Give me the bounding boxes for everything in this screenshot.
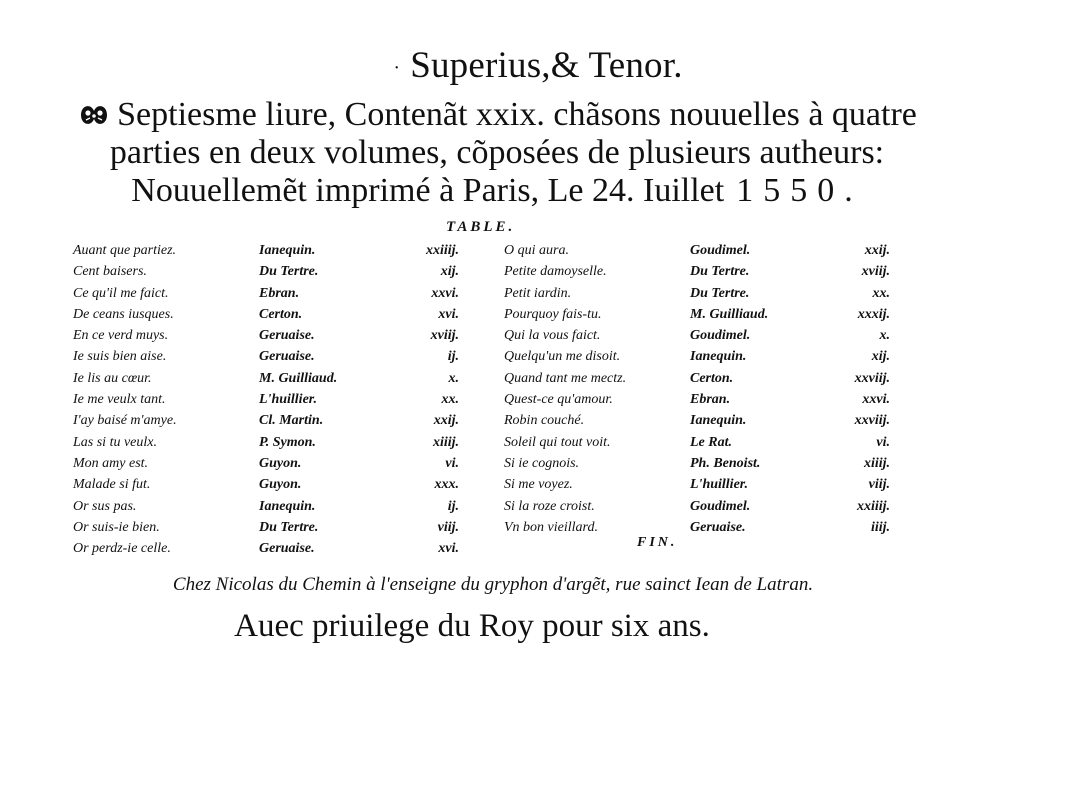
song-title: O qui aura. xyxy=(504,243,569,258)
table-row xyxy=(73,368,473,389)
composer-name: Ebran. xyxy=(259,285,300,301)
table-row xyxy=(73,389,473,410)
folio-number: x. xyxy=(448,370,459,386)
printer-imprint: Chez Nicolas du Chemin à l'enseigne du gryphon d'argẽt, rue sainct Iean de Latran. xyxy=(172,574,814,595)
composer-name: Ebran. xyxy=(690,392,731,408)
folio-number: xxviij. xyxy=(854,370,890,386)
folio-number: xxiiij. xyxy=(425,243,459,258)
voice-heading xyxy=(0,44,1076,87)
composer-name: M. Guilliaud. xyxy=(690,306,769,322)
table-row xyxy=(500,283,900,304)
table-row xyxy=(500,453,900,474)
folio-number: xij. xyxy=(871,349,890,365)
table-row xyxy=(500,432,900,453)
table-row xyxy=(73,304,473,325)
table-row xyxy=(500,240,900,261)
composer-name: Cl. Martin. xyxy=(259,413,324,429)
title-line-2: parties en deux volumes, cõposées de plusieurs autheurs: xyxy=(109,134,885,171)
table-row xyxy=(73,453,473,474)
table-row xyxy=(500,304,900,325)
song-title: Robin couché. xyxy=(504,413,585,429)
song-title: Petite damoyselle. xyxy=(504,264,607,280)
table-row xyxy=(73,474,473,495)
table-row xyxy=(500,346,900,367)
song-title: Vn bon vieillard. xyxy=(504,519,598,535)
song-title: Ie lis au cœur. xyxy=(73,370,152,386)
song-title: Auant que partiez. xyxy=(73,243,177,258)
composer-name: Du Tertre. xyxy=(690,285,750,301)
table-row xyxy=(500,368,900,389)
fin-mark: FIN. xyxy=(637,535,678,550)
table-row xyxy=(73,346,473,367)
composer-name: P. Symon. xyxy=(259,434,316,450)
folio-number: xxiiij. xyxy=(856,498,890,514)
folio-number: x. xyxy=(879,328,890,344)
table-row xyxy=(73,538,473,559)
composer-name: Geruaise. xyxy=(259,349,315,365)
song-title: Soleil qui tout voit. xyxy=(504,434,611,450)
table-row xyxy=(73,325,473,346)
composer-name: Ianequin. xyxy=(259,498,316,514)
song-title: Las si tu veulx. xyxy=(73,434,157,450)
fleuron-icon xyxy=(77,101,111,129)
composer-name: Ianequin. xyxy=(690,413,747,429)
composer-name: Du Tertre. xyxy=(690,264,750,280)
ornament-dot: · xyxy=(393,57,401,80)
composer-name: Geruaise. xyxy=(690,519,746,535)
song-title: Ie me veulx tant. xyxy=(73,392,166,408)
folio-number: xiiij. xyxy=(432,434,459,450)
year: 1550. xyxy=(736,172,863,209)
table-left-column xyxy=(73,240,473,559)
folio-number: xxvi. xyxy=(862,392,890,408)
folio-number: xvi. xyxy=(438,306,459,322)
composer-name: Ph. Benoist. xyxy=(690,455,761,471)
composer-name: M. Guilliaud. xyxy=(259,370,338,386)
composer-name: Certon. xyxy=(690,370,734,386)
table-row xyxy=(73,410,473,431)
table-heading: TABLE. xyxy=(446,219,516,235)
composer-name: Geruaise. xyxy=(259,541,315,557)
composer-name: Goudimel. xyxy=(690,328,751,344)
folio-number: xiiij. xyxy=(863,455,890,471)
folio-number: viij. xyxy=(437,519,459,535)
song-title: Quest-ce qu'amour. xyxy=(504,392,613,408)
folio-number: ij. xyxy=(447,498,459,514)
title-line-3: Nouuellemẽt imprimé à Paris, Le 24. Iuillet 1550. xyxy=(131,172,863,209)
composer-name: L'huillier. xyxy=(259,392,317,408)
song-title: Mon amy est. xyxy=(73,455,149,471)
table-row xyxy=(500,261,900,282)
table-row xyxy=(73,496,473,517)
table-row xyxy=(500,325,900,346)
folio-number: iiij. xyxy=(870,519,890,535)
song-title: Ce qu'il me faict. xyxy=(73,285,169,301)
song-title: Quelqu'un me disoit. xyxy=(504,349,621,365)
title-line-1: Septiesme liure, Contenãt xxix. chãsons nouuelles à quatre xyxy=(72,96,922,134)
song-title: Si me voyez. xyxy=(504,477,573,493)
song-title: De ceans iusques. xyxy=(73,306,174,322)
folio-number: xxvi. xyxy=(431,285,459,301)
table-row xyxy=(500,389,900,410)
song-title: Si la roze croist. xyxy=(504,498,595,514)
folio-number: xx. xyxy=(872,285,890,301)
folio-number: xxviij. xyxy=(854,413,890,429)
song-title: Si ie cognois. xyxy=(504,455,580,471)
composer-name: Ianequin. xyxy=(690,349,747,365)
song-title: Malade si fut. xyxy=(73,477,151,493)
table-row xyxy=(73,240,473,261)
folio-number: xxxij. xyxy=(857,306,890,322)
folio-number: xx. xyxy=(441,392,459,408)
composer-name: Guyon. xyxy=(259,455,302,471)
folio-number: viij. xyxy=(868,477,890,493)
folio-number: xviij. xyxy=(430,328,459,344)
folio-number: xviij. xyxy=(861,264,890,280)
composer-name: Ianequin. xyxy=(259,243,316,258)
song-title: Or sus pas. xyxy=(73,498,137,514)
composer-name: Certon. xyxy=(259,306,303,322)
folio-number: ij. xyxy=(447,349,459,365)
composer-name: Guyon. xyxy=(259,477,302,493)
table-row xyxy=(500,474,900,495)
table-row xyxy=(500,517,900,538)
royal-privilege: Auec priuilege du Roy pour six ans. xyxy=(234,608,710,644)
folio-number: xij. xyxy=(440,264,459,280)
table-row xyxy=(73,432,473,453)
table-row xyxy=(73,517,473,538)
book-title xyxy=(72,96,922,210)
song-title: Cent baisers. xyxy=(73,264,147,280)
song-title: I'ay baisé m'amye. xyxy=(73,413,177,429)
composer-name: Du Tertre. xyxy=(259,264,319,280)
composer-name: Geruaise. xyxy=(259,328,315,344)
song-title: Pourquoy fais-tu. xyxy=(504,306,602,322)
composer-name: Le Rat. xyxy=(690,434,732,450)
song-title: Or suis-ie bien. xyxy=(73,519,160,535)
song-title: Ie suis bien aise. xyxy=(73,349,167,365)
composer-name: Du Tertre. xyxy=(259,519,319,535)
song-title: En ce verd muys. xyxy=(73,328,169,344)
folio-number: xvi. xyxy=(438,541,459,557)
song-title: Qui la vous faict. xyxy=(504,328,601,344)
composer-name: Goudimel. xyxy=(690,498,751,514)
table-row xyxy=(73,261,473,282)
song-title: Or perdz-ie celle. xyxy=(73,541,171,557)
voice-heading-text: Superius,& Tenor. xyxy=(410,45,683,86)
table-row xyxy=(500,410,900,431)
folio-number: vi. xyxy=(876,434,890,450)
folio-number: xxx. xyxy=(434,477,459,493)
song-title: Quand tant me mectz. xyxy=(504,370,627,386)
folio-number: xxij. xyxy=(864,243,890,258)
table-row xyxy=(73,283,473,304)
composer-name: L'huillier. xyxy=(690,477,748,493)
composer-name: Goudimel. xyxy=(690,243,751,258)
table-row xyxy=(500,496,900,517)
folio-number: xxij. xyxy=(433,413,459,429)
song-title: Petit iardin. xyxy=(504,285,572,301)
folio-number: vi. xyxy=(445,455,459,471)
table-right-column xyxy=(500,240,900,538)
